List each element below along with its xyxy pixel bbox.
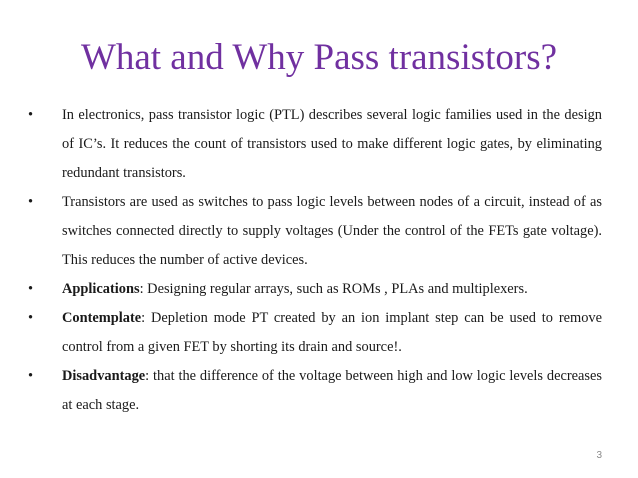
- bullet-marker: •: [28, 281, 34, 297]
- bullet-marker: •: [28, 194, 34, 210]
- bullet-item-switches: [28, 188, 602, 275]
- page-number: 3: [596, 450, 602, 461]
- bullet-item-contemplate: [28, 304, 602, 362]
- bullet-text: : Designing regular arrays, such as ROMs , PLAs and multiplexers.: [139, 281, 528, 297]
- bullet-item-disadvantage: [28, 362, 602, 420]
- bullet-lead-applications: Applications: [62, 281, 140, 297]
- bullet-item-applications: [28, 275, 602, 304]
- bullet-text: In electronics, pass transistor logic (PTL) describes several logic families used in the design of IC’s. It reduces the count of transistors used to make different logic gates, by eliminating redundant transistors.: [62, 107, 602, 181]
- bullet-text: Transistors are used as switches to pass logic levels between nodes of a circuit, instead of as switches connected directly to supply voltages (Under the control of the FETs gate voltage). This reduces the number of active devices.: [62, 194, 602, 268]
- bullet-marker: •: [28, 310, 34, 326]
- bullet-marker: •: [28, 107, 34, 123]
- slide-title: What and Why Pass transistors?: [80, 37, 558, 78]
- bullet-item-ptl-definition: [28, 101, 602, 188]
- bullet-lead-contemplate: Contemplate: [62, 310, 142, 326]
- bullet-list: [28, 101, 602, 420]
- bullet-text: : Depletion mode PT created by an ion implant step can be used to remove control from a given FET by shorting its drain and source!.: [62, 310, 602, 355]
- bullet-lead-disadvantage: Disadvantage: [62, 368, 146, 384]
- bullet-marker: •: [28, 368, 34, 384]
- bullet-text: : that the difference of the voltage between high and low logic levels decreases at each stage.: [62, 368, 602, 413]
